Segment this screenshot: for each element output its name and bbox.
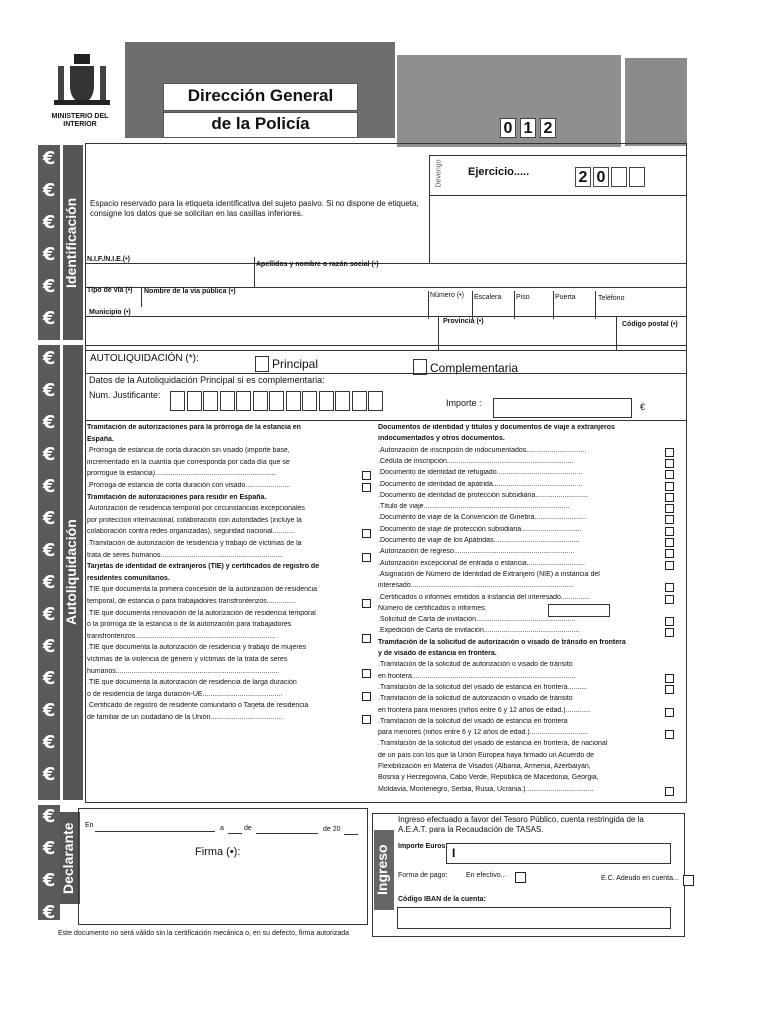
complementaria-label: Complementaria: [430, 361, 519, 375]
escalera-label: Escalera: [474, 294, 502, 301]
euro-icon: €: [42, 902, 56, 923]
importe-prefix: I: [452, 846, 456, 860]
piso-label: Piso: [516, 294, 530, 301]
model-digit-1: 1: [520, 118, 536, 138]
euro-icon: €: [42, 604, 56, 625]
item-text: .Asignación de Número de Identidad de Extranjero (NIE) a instancia del: [378, 570, 600, 578]
item-checkbox[interactable]: [665, 482, 674, 491]
item-text: en frontera para menores (niños entre 6 y 12 años de edad.).............: [378, 706, 591, 714]
ingreso-text-1: Ingreso efectuado a favor del Tesoro Público, cuenta restringida de la: [398, 815, 644, 824]
item-checkbox[interactable]: [362, 715, 371, 724]
item-text: .Documento de viaje de protección subsidiaria...............................: [378, 525, 582, 533]
item-text: y de visado de estancia en frontera.: [378, 650, 497, 657]
item-text: .Tramitación de la solicitud del visado de estancia en frontera..........: [378, 683, 588, 691]
item-text: trata de seres humanos...............................................................: [87, 551, 284, 559]
item-checkbox[interactable]: [362, 483, 371, 492]
certificados-count-input[interactable]: [548, 604, 610, 617]
euro-icon: €: [42, 412, 56, 433]
item-text: .TIE que documenta renovación de la autorización de residencia temporal: [87, 609, 316, 617]
item-text: .Tramitación de autorización de residencia y trabajo de víctimas de la: [87, 540, 302, 547]
model-digit-0: 0: [500, 118, 516, 138]
efectivo-label: En efectivo...: [466, 872, 507, 879]
nombre-via-label: Nombre de la vía pública (•): [144, 288, 236, 295]
principal-checkbox[interactable]: [255, 356, 269, 372]
item-checkbox[interactable]: [665, 561, 674, 570]
justificante-cell[interactable]: [352, 391, 367, 411]
apellidos-label: Apellidos y nombre o razón social (•): [256, 261, 379, 268]
efectivo-checkbox[interactable]: [515, 872, 526, 883]
importe-euros-input[interactable]: [446, 843, 671, 864]
adeudo-checkbox[interactable]: [683, 875, 694, 886]
section-label-autoliquidacion: Autoliquidación: [63, 345, 83, 800]
ingreso-text-2: A.E.A.T. para la Recaudación de TASAS.: [398, 825, 544, 834]
item-text: interesado....................................................................................: [378, 582, 575, 590]
item-text: incrementado en la cuantía que corresponda por cada día que se: [87, 458, 290, 466]
ejercicio-label: Ejercicio.....: [468, 166, 530, 178]
item-text: .Autorización de regreso..............................................................: [378, 548, 575, 556]
principal-label: Principal: [272, 357, 319, 371]
euro-icon: €: [42, 540, 56, 561]
datos-label: Datos de la Autoliquidación Principal si es complementaria:: [89, 375, 325, 385]
coat-of-arms-icon: [52, 52, 112, 112]
item-checkbox[interactable]: [665, 730, 674, 739]
item-checkbox[interactable]: [665, 504, 674, 513]
euro-icon: €: [42, 764, 56, 785]
item-text: Moldavia, Montenegro, Serbia, Rusia, Ucrania.)...................................: [378, 785, 594, 793]
item-text: .Certificado de registro de residente comunitario o Tarjeta de residencia: [87, 702, 309, 710]
euro-icon: €: [42, 870, 56, 891]
justificante-cell[interactable]: [236, 391, 251, 411]
item-text: Tramitación de autorizaciones para residir en España.: [87, 493, 267, 501]
item-checkbox[interactable]: [665, 685, 674, 694]
item-text: temporal, de estancia o para trabajadores transfronterizos...............: [87, 598, 296, 605]
item-checkbox[interactable]: [362, 553, 371, 562]
item-checkbox[interactable]: [362, 471, 371, 480]
euro-icon: €: [42, 180, 56, 201]
euro-icon: €: [42, 348, 56, 369]
euro-icon: €: [42, 572, 56, 593]
item-text: .Autorización de residencia temporal por circunstancias excepcionales: [87, 505, 305, 513]
item-text: .Tramitación de la solicitud del visado de estancia en frontera: [378, 717, 568, 725]
item-checkbox[interactable]: [665, 595, 674, 604]
item-text: indocumentados y otros documentos.: [378, 435, 505, 443]
item-text: para menores (niños entre 6 y 12 años de edad.)..............................: [378, 729, 589, 737]
justificante-cell[interactable]: [220, 391, 235, 411]
justificante-cell[interactable]: [253, 391, 268, 411]
ejercicio-digit-3[interactable]: [629, 167, 645, 187]
euro-icon: €: [42, 308, 56, 329]
item-checkbox[interactable]: [665, 787, 674, 796]
item-text: Documentos de identidad y títulos y documentos de viaje a extranjeros: [378, 424, 615, 431]
item-checkbox[interactable]: [362, 529, 371, 538]
euro-icon: €: [42, 244, 56, 265]
euro-icon: €: [42, 476, 56, 497]
item-checkbox[interactable]: [665, 549, 674, 558]
euro-icon: €: [42, 444, 56, 465]
item-checkbox[interactable]: [665, 448, 674, 457]
item-text: o la prórroga de la estancia o de la autorización para trabajadores: [87, 621, 292, 629]
nif-label: N.I.F./N.I.E.(•): [87, 256, 130, 263]
item-checkbox[interactable]: [362, 634, 371, 643]
num-justificante-label: Num. Justificante:: [89, 390, 161, 400]
iban-input[interactable]: [397, 907, 671, 929]
item-checkbox[interactable]: [665, 538, 674, 547]
devengo-label: Devengo: [435, 159, 443, 188]
section-label-declarante: Declarante: [60, 812, 80, 904]
item-checkbox[interactable]: [665, 583, 674, 592]
header-gray-block: [625, 58, 687, 146]
item-text: de un país con los que la Unión Europea haya firmado un Acuerdo de: [378, 751, 594, 759]
item-text: .TIE que documenta la autorización de residencia de larga duración: [87, 679, 297, 687]
item-text: .Cédula de inscripción.................................................................: [378, 457, 574, 465]
section-label-ingreso: Ingreso: [374, 830, 394, 910]
euro-icon: €: [42, 276, 56, 297]
item-text: España.: [87, 435, 114, 443]
item-text: .Tramitación de la solicitud de autorización o visado de tránsito: [378, 661, 573, 669]
justificante-cell[interactable]: [269, 391, 284, 411]
importe-euros-label: Importe Euros:: [398, 843, 448, 850]
en-label: En: [85, 822, 94, 829]
model-digit-2: 2: [540, 118, 556, 138]
item-text: prorrogue la estancia)..............................................................: [87, 470, 276, 478]
item-text: .Autorización de inscripción de indocumentados...............................: [378, 446, 587, 454]
euro-sign: €: [640, 402, 646, 412]
item-text: víctimas de la violencia de género y víctimas de la trata de seres: [87, 656, 288, 663]
numero-label: Número (•): [430, 292, 464, 299]
item-text: .TIE que documenta la autorización de residencia y trabajo de mujeres: [87, 644, 307, 652]
tipo-via-label: Tipo de vía (•): [87, 287, 133, 294]
item-checkbox[interactable]: [665, 459, 674, 468]
forma-pago-label: Forma de pago:: [398, 872, 448, 879]
item-checkbox[interactable]: [665, 470, 674, 479]
item-text: .Tramitación de la solicitud de autorización o visado de tránsito: [378, 695, 573, 703]
de20-label: de 20: [323, 826, 341, 833]
puerta-label: Puerta: [555, 294, 576, 301]
justificante-cell[interactable]: [319, 391, 334, 411]
item-text: .Prórroga de estancia de corta duración sin visado (importe base,: [87, 447, 290, 455]
provincia-label: Provincia (•): [443, 318, 484, 325]
item-text: .Certificados o informes emitidos a instancia del interesado...............: [378, 593, 591, 601]
item-text: Flexibilización en Materia de Visados (Albania, Armenia, Azerbaiyán,: [378, 763, 591, 770]
ejercicio-digit-0[interactable]: 2: [575, 167, 591, 187]
item-text: .Documento de identidad de protección subsidiaria...........................: [378, 491, 588, 499]
iban-label: Código IBAN de la cuenta:: [398, 896, 486, 903]
item-text: Número de certificados o informes:: [378, 604, 487, 612]
item-text: .TIE que documenta la primera concesión de la autorización de residencia: [87, 586, 317, 594]
justificante-cell[interactable]: [286, 391, 301, 411]
item-checkbox[interactable]: [665, 515, 674, 524]
item-checkbox[interactable]: [362, 669, 371, 678]
item-text: humanos....................................................................................: [87, 667, 280, 675]
item-text: .Autorización excepcional de entrada o estancia..............................: [378, 559, 585, 567]
item-text: Bosnia y Herzegovina, Cabo Verde, República de Macedonia, Georgia,: [378, 774, 599, 782]
euro-icon: €: [42, 380, 56, 401]
item-text: .Documento de identidad de refugiado............................................: [378, 469, 583, 477]
item-checkbox[interactable]: [665, 628, 674, 637]
num-justificante-input[interactable]: [170, 391, 390, 411]
item-checkbox[interactable]: [362, 599, 371, 608]
adeudo-label: E.C. Adeudo en cuenta...: [601, 875, 679, 882]
item-checkbox[interactable]: [665, 527, 674, 536]
item-text: .Título de viaje...........................................................................: [378, 503, 570, 511]
item-text: Tarjetas de identidad de extranjeros (TIE) y certificados de registro de: [87, 563, 320, 571]
footer-note: Este documento no será válido sin la certificación mecánica o, en su defecto, firma autorizada: [58, 930, 350, 937]
euro-icon: €: [42, 838, 56, 859]
item-text: o de residencia de larga duración-UE.........................................: [87, 690, 283, 698]
item-checkbox[interactable]: [665, 493, 674, 502]
item-text: residentes comunitarios.: [87, 574, 170, 582]
item-text: .Solicitud de Carta de invitación...................................................: [378, 616, 576, 624]
ejercicio-digit-2[interactable]: [611, 167, 627, 187]
item-text: colaboración contra redes organizadas), seguridad nacional...........: [87, 528, 295, 536]
justificante-cell[interactable]: [187, 391, 202, 411]
item-checkbox[interactable]: [665, 617, 674, 626]
justificante-cell[interactable]: [170, 391, 185, 411]
page-title-line1: Dirección General: [187, 86, 334, 105]
euro-icon: €: [42, 636, 56, 657]
importe-label: Importe :: [446, 398, 482, 408]
item-text: .Tramitación de la solicitud del visado de estancia en frontera, de nacional: [378, 740, 608, 748]
telefono-label: Teléfono: [598, 295, 625, 302]
item-text: en frontera....................................................................................: [378, 672, 576, 680]
item-text: de familiar de un ciudadano de la Unión.....................................: [87, 714, 283, 721]
codigo-postal-label: Código postal (•): [622, 321, 678, 328]
justificante-cell[interactable]: [335, 391, 350, 411]
euro-icon: €: [42, 732, 56, 753]
item-text: por proteccion internacional, colaboración con autoridades (incluye la: [87, 516, 302, 524]
ministry-name: MINISTERIO DEL INTERIOR: [51, 113, 109, 128]
autoliquidacion-title: AUTOLIQUIDACIÓN (*):: [90, 353, 199, 364]
justificante-cell[interactable]: [302, 391, 317, 411]
euro-icon: €: [42, 806, 56, 827]
section-label-identificacion: Identificación: [63, 145, 83, 340]
item-checkbox[interactable]: [362, 692, 371, 701]
firma-label: Firma (•):: [195, 846, 241, 858]
euro-icon: €: [42, 508, 56, 529]
item-checkbox[interactable]: [665, 674, 674, 683]
page-title-line2: de la Policía: [211, 114, 310, 133]
item-text: Tramitación de autorizaciones para la prórroga de la estancia en: [87, 424, 301, 431]
item-text: .Documento de identidad de apátrida..............................................: [378, 480, 583, 488]
euro-icon: €: [42, 668, 56, 689]
importe-input[interactable]: [493, 398, 632, 418]
item-text: .Documento de viaje de la Convención de Ginebra...........................: [378, 514, 587, 522]
label-note: Espacio reservado para la etiqueta identificativa del sujeto pasivo. Si no dispone de etiqueta, consigne los datos que se solicitan en las casillas inferiores.: [90, 199, 419, 218]
item-text: .Expedición de Carta de invitación.................................................: [378, 627, 580, 635]
justificante-cell[interactable]: [368, 391, 383, 411]
item-text: .Prórroga de estancia de corta duración con visado.......................: [87, 482, 291, 489]
ejercicio-digit-1[interactable]: 0: [593, 167, 609, 187]
a-label: a: [220, 825, 224, 832]
euro-icon: €: [42, 700, 56, 721]
justificante-cell[interactable]: [203, 391, 218, 411]
de-label: de: [244, 825, 252, 832]
item-checkbox[interactable]: [665, 708, 674, 717]
item-text: transfronterizos........................................................................: [87, 632, 276, 640]
euro-icon: €: [42, 212, 56, 233]
item-text: Tramitación de la solicitud de autorización o visado de tránsito en frontera: [378, 638, 626, 646]
item-text: .Documento de viaje de los Apátridas............................................: [378, 537, 580, 544]
municipio-label: Municipio (•): [89, 309, 131, 316]
euro-icon: €: [42, 148, 56, 169]
